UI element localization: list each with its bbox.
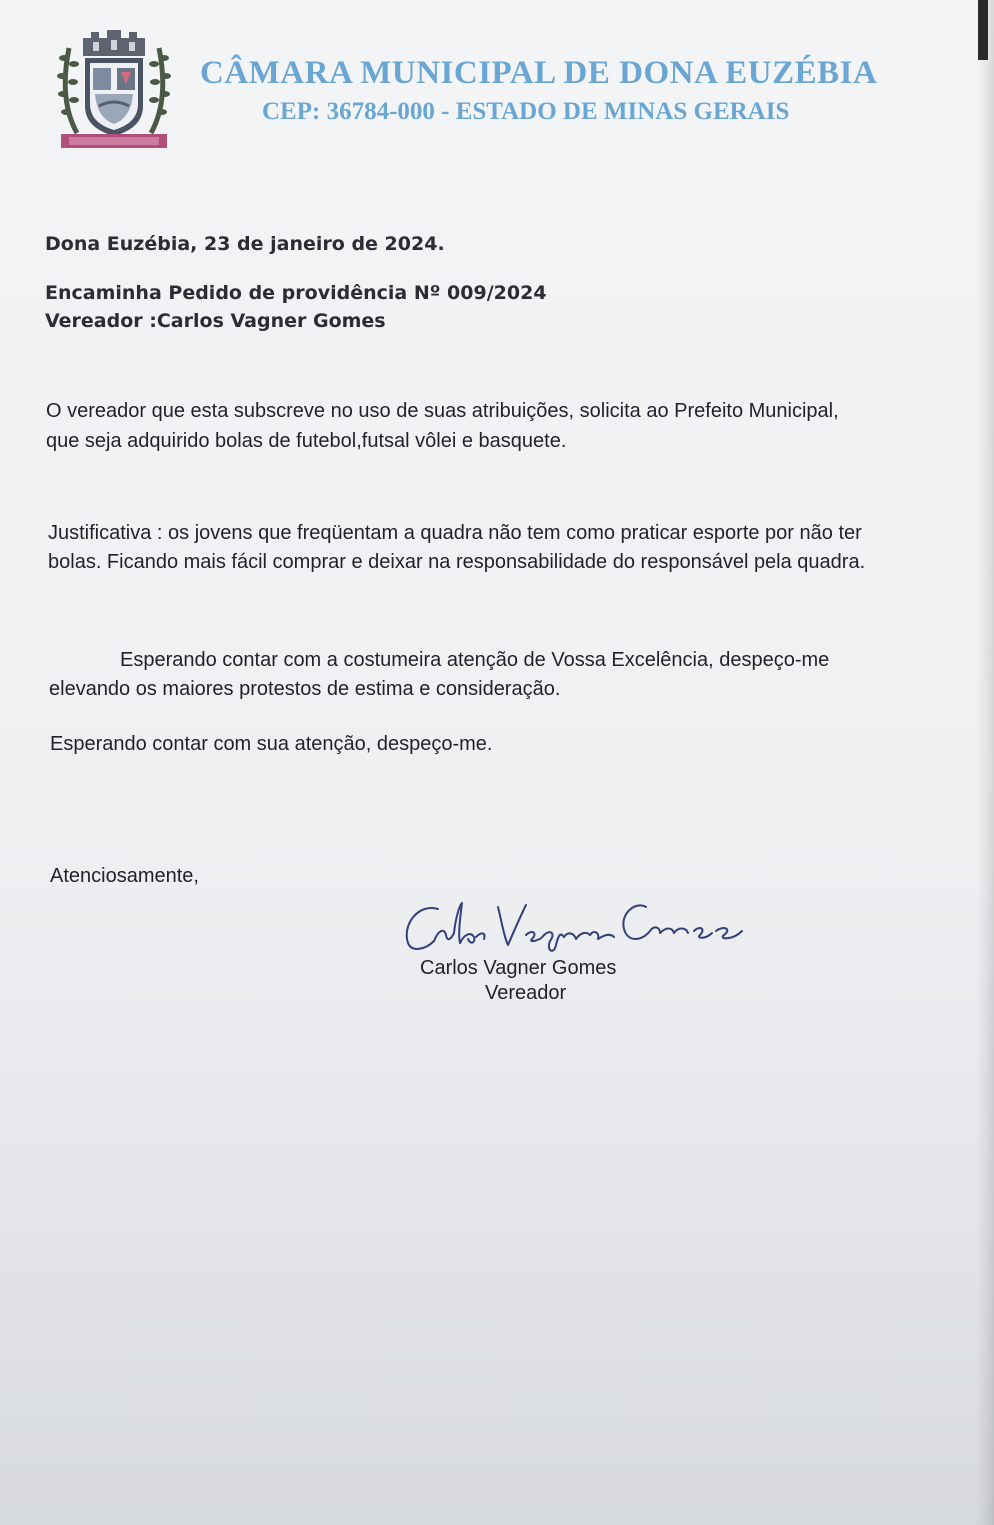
paragraph-justification-line: Justificativa : os jovens que freqüentam a quadra não tem como praticar esporte por não ter [48, 522, 862, 544]
paper-edge-shadow [976, 0, 994, 1525]
signer-name: Carlos Vagner Gomes [420, 957, 617, 979]
date-line: Dona Euzébia, 23 de janeiro de 2024. [45, 233, 445, 255]
signature-text: Carlos Vagner Gomes [398, 895, 408, 896]
municipal-coat-of-arms-icon [55, 28, 173, 152]
subject-line: Encaminha Pedido de providência Nº 009/2024 [45, 282, 547, 304]
edge-mark [978, 0, 988, 60]
paragraph-justification-line: bolas. Ficando mais fácil comprar e deixar na responsabilidade do responsável pela quadra. [48, 551, 866, 573]
handwritten-signature [398, 895, 758, 965]
header-title: CÂMARA MUNICIPAL DE DONA EUZÉBIA [200, 55, 878, 91]
paragraph-courtesy-line: elevando os maiores protestos de estima e consideração. [49, 678, 561, 700]
paragraph-request-line: O vereador que esta subscreve no uso de suas atribuições, solicita ao Prefeito Municipal, [46, 400, 839, 422]
signer-role: Vereador [485, 982, 567, 1004]
closing-salutation: Atenciosamente, [50, 865, 199, 887]
paragraph-request-line: que seja adquirido bolas de futebol,futsal vôlei e basquete. [46, 430, 567, 452]
paragraph-courtesy-line: Esperando contar com a costumeira atenção de Vossa Excelência, despeço-me [120, 649, 830, 671]
paragraph-farewell: Esperando contar com sua atenção, despeço-me. [50, 733, 493, 755]
author-line: Vereador :Carlos Vagner Gomes [45, 310, 386, 332]
header-subtitle: CEP: 36784-000 - ESTADO DE MINAS GERAIS [262, 98, 790, 125]
